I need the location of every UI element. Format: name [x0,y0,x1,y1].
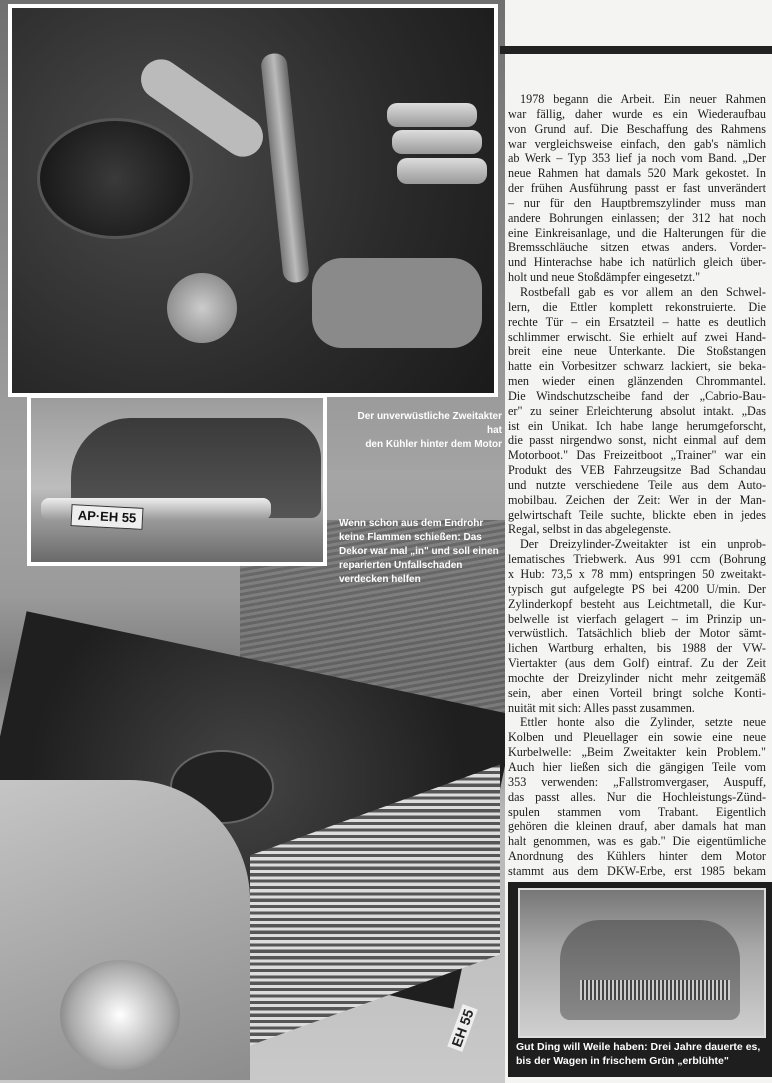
ignition-coil [387,103,477,127]
article-line: breit eine neue Unterkante. Die Stoßstangen [508,344,766,359]
article-line: Regal, selbst in das abgelegenste. [508,522,672,537]
engine-photo-top [8,4,498,397]
article-line: andere Bohrungen einlassen; der 312 hat noch [508,210,766,225]
article-line: gelwirtschaft Teile suchte, blickte eben in jedes [508,507,766,522]
article-line: spulen stammen vom Trabant. Eigentlich [508,804,766,819]
article-line: mochte der Dreizylinder nicht mehr zeitgemäß [508,670,766,685]
caption-flames [339,517,504,587]
article-line: Rostbefall gab es vor allem an den Schwel- [520,284,766,299]
article-line: ist ein Unikat. Ich habe lange herumgeforscht, [508,418,766,433]
article-line: – nur für den Hauptbremszylinder muss man [508,195,766,210]
article-line: Anordnung des Kühlers hinter dem Motor [508,849,766,864]
ignition-coil [397,158,487,184]
article-line: Ettler honte also die Zylinder, setzte neue [520,715,766,730]
article-line: Der Dreizylinder-Zweitakter ist ein unprob- [520,537,766,552]
article-line: das passt alles. Nur die Hochleistungs-Zünd- [508,789,766,804]
article-line: Motorboot." Das Freizeitboot „Trainer" war ein [508,448,766,463]
article-line: Kolben und Pleuellager ein sowie eine neue [508,730,766,745]
caption-engine [340,410,502,452]
article-line: ab Werk – Typ 353 lief ja noch vom Band. „Der [508,151,766,166]
car-front [560,920,740,1020]
header-rule [500,46,772,54]
car-rear-photo [27,394,327,566]
engine-photo-bottom [0,600,505,1083]
article-line: belwelle ist vierfach gelagert – im Prinzip un- [508,611,766,626]
article-line: 353 verwenden: „Fallstromvergaser, Auspuff, [508,774,766,789]
article-line: war vergleichsweise einfach, den gab's nämlich [508,136,766,151]
article-line: verwüstlich. Tatsächlich blieb der Motor sämt- [508,626,766,641]
caption-line: Gut Ding will Weile haben: Drei Jahre dauerte es, [516,1041,761,1053]
article-line: schlimmer erwischt. Sie erhielt auf zwei Hand- [508,329,766,344]
caption-line: Dekor war mal „in" und soll einen [339,546,499,557]
article-line: stammt aus dem DKW-Erbe, erst 1985 bekam [508,863,766,878]
restoration-photo [508,882,772,1077]
caption-line: Der unverwüstliche Zweitakter hat [357,411,502,436]
article-line: x Hub: 73,5 x 78 mm) entspringen 50 zweitakt- [508,567,766,581]
article-line: Viertakter (aus dem Golf) eintraf. Zu der Zeit [508,656,766,671]
article-line: die passt nirgendwo sonst, nicht einmal auf dem [508,433,766,448]
caption-line: den Kühler hinter dem Motor [365,439,502,450]
article-line: Auch hier ließen sich die gängigen Teile vom [508,759,766,774]
article-line: halt genommen, was es gab." Die eigentümliche [508,834,766,849]
article-line: mobilbau. Zeichen der Zeit: Wer in der Man- [508,492,766,507]
article-line: Zylinderkopf besteht aus Leichtmetall, die Kur- [508,596,766,611]
article-line: Kurbelwelle: „Beim Zweitakter kein Problem." [508,745,766,760]
caption-line: bis der Wagen in frischem Grün „erblühte" [516,1055,729,1067]
car-grille [580,980,730,1000]
caption-line: verdecken helfen [339,574,421,585]
article-line: holt und neue Stoßdämpfer eingesetzt." [508,270,701,285]
article-line: rechte Tür – ein Ersatzteil – hatte es deutlich [508,314,766,329]
article-line: nuität mit sich: Alles passt zusammen. [508,700,695,715]
headlight [60,960,180,1070]
article-line: er" zu seiner Erleichterung absolut intakt. „Das [508,403,766,418]
article-line: von Grund auf. Die Beschaffung des Rahmens [508,121,766,136]
license-plate: AP·EH 55 [70,504,143,530]
article-line: war fällig, daher wurde es ein Wiederaufbau [508,106,766,121]
article-line: der frühen Ausführung passt er fast unverändert [508,181,766,196]
caption-line: keine Flammen schießen: Das [339,532,482,543]
article-line: lematisches Triebwerk. Aus 991 ccm (Bohrung [508,552,766,567]
article-line: neue Rahmen hat damals 520 Mark gekostet. In [508,166,766,181]
article-line: gehören die kleinen drauf, aber damals hat man [508,819,766,834]
article-line: und Hinterachse habe ich natürlich gleich über- [508,255,766,270]
article-line: Bremsschläuche sitzen etwas anders. Vorder- [508,240,766,255]
caption-restoration [516,1040,760,1068]
pulley [167,273,237,343]
article-line: eine Einkreisanlage, und die Halterungen für die [508,225,766,240]
article-line: lichen Wartburg erhalten, bis 1988 der VW- [508,641,766,656]
article-line: und nutzte verschiedene Teile aus dem Auto- [508,477,766,492]
air-filter [37,118,193,239]
article-line: men wieder einen glänzenden Chrommantel. [508,374,766,389]
engine-block [312,258,482,348]
article-line: typisch gut aufgelegte PS bei 4200 U/min. Der [508,581,766,596]
article-line: 1978 begann die Arbeit. Ein neuer Rahmen [520,92,766,106]
article-line: lern, die Ettler komplett rekonstruierte. Die [508,299,766,314]
article-line: sein, aber einen Vorteil bringt solche Konti- [508,685,766,700]
radiator-hose [260,52,310,283]
caption-line: Wenn schon aus dem Endrohr [339,518,484,529]
article-line: Produkt des VEB Fahrzeugsitze Bad Schandau [508,463,766,478]
article-line: hatte ein Vorbesitzer schwarz lackiert, sie beka- [508,359,766,374]
ignition-coil [392,130,482,154]
article-body [508,92,766,879]
article-line: Die Windschutzscheibe fand der „Cabrio-Bau- [508,388,766,403]
front-license-plate: EH 55 [447,1004,477,1052]
caption-line: reparierten Unfallschaden [339,560,463,571]
